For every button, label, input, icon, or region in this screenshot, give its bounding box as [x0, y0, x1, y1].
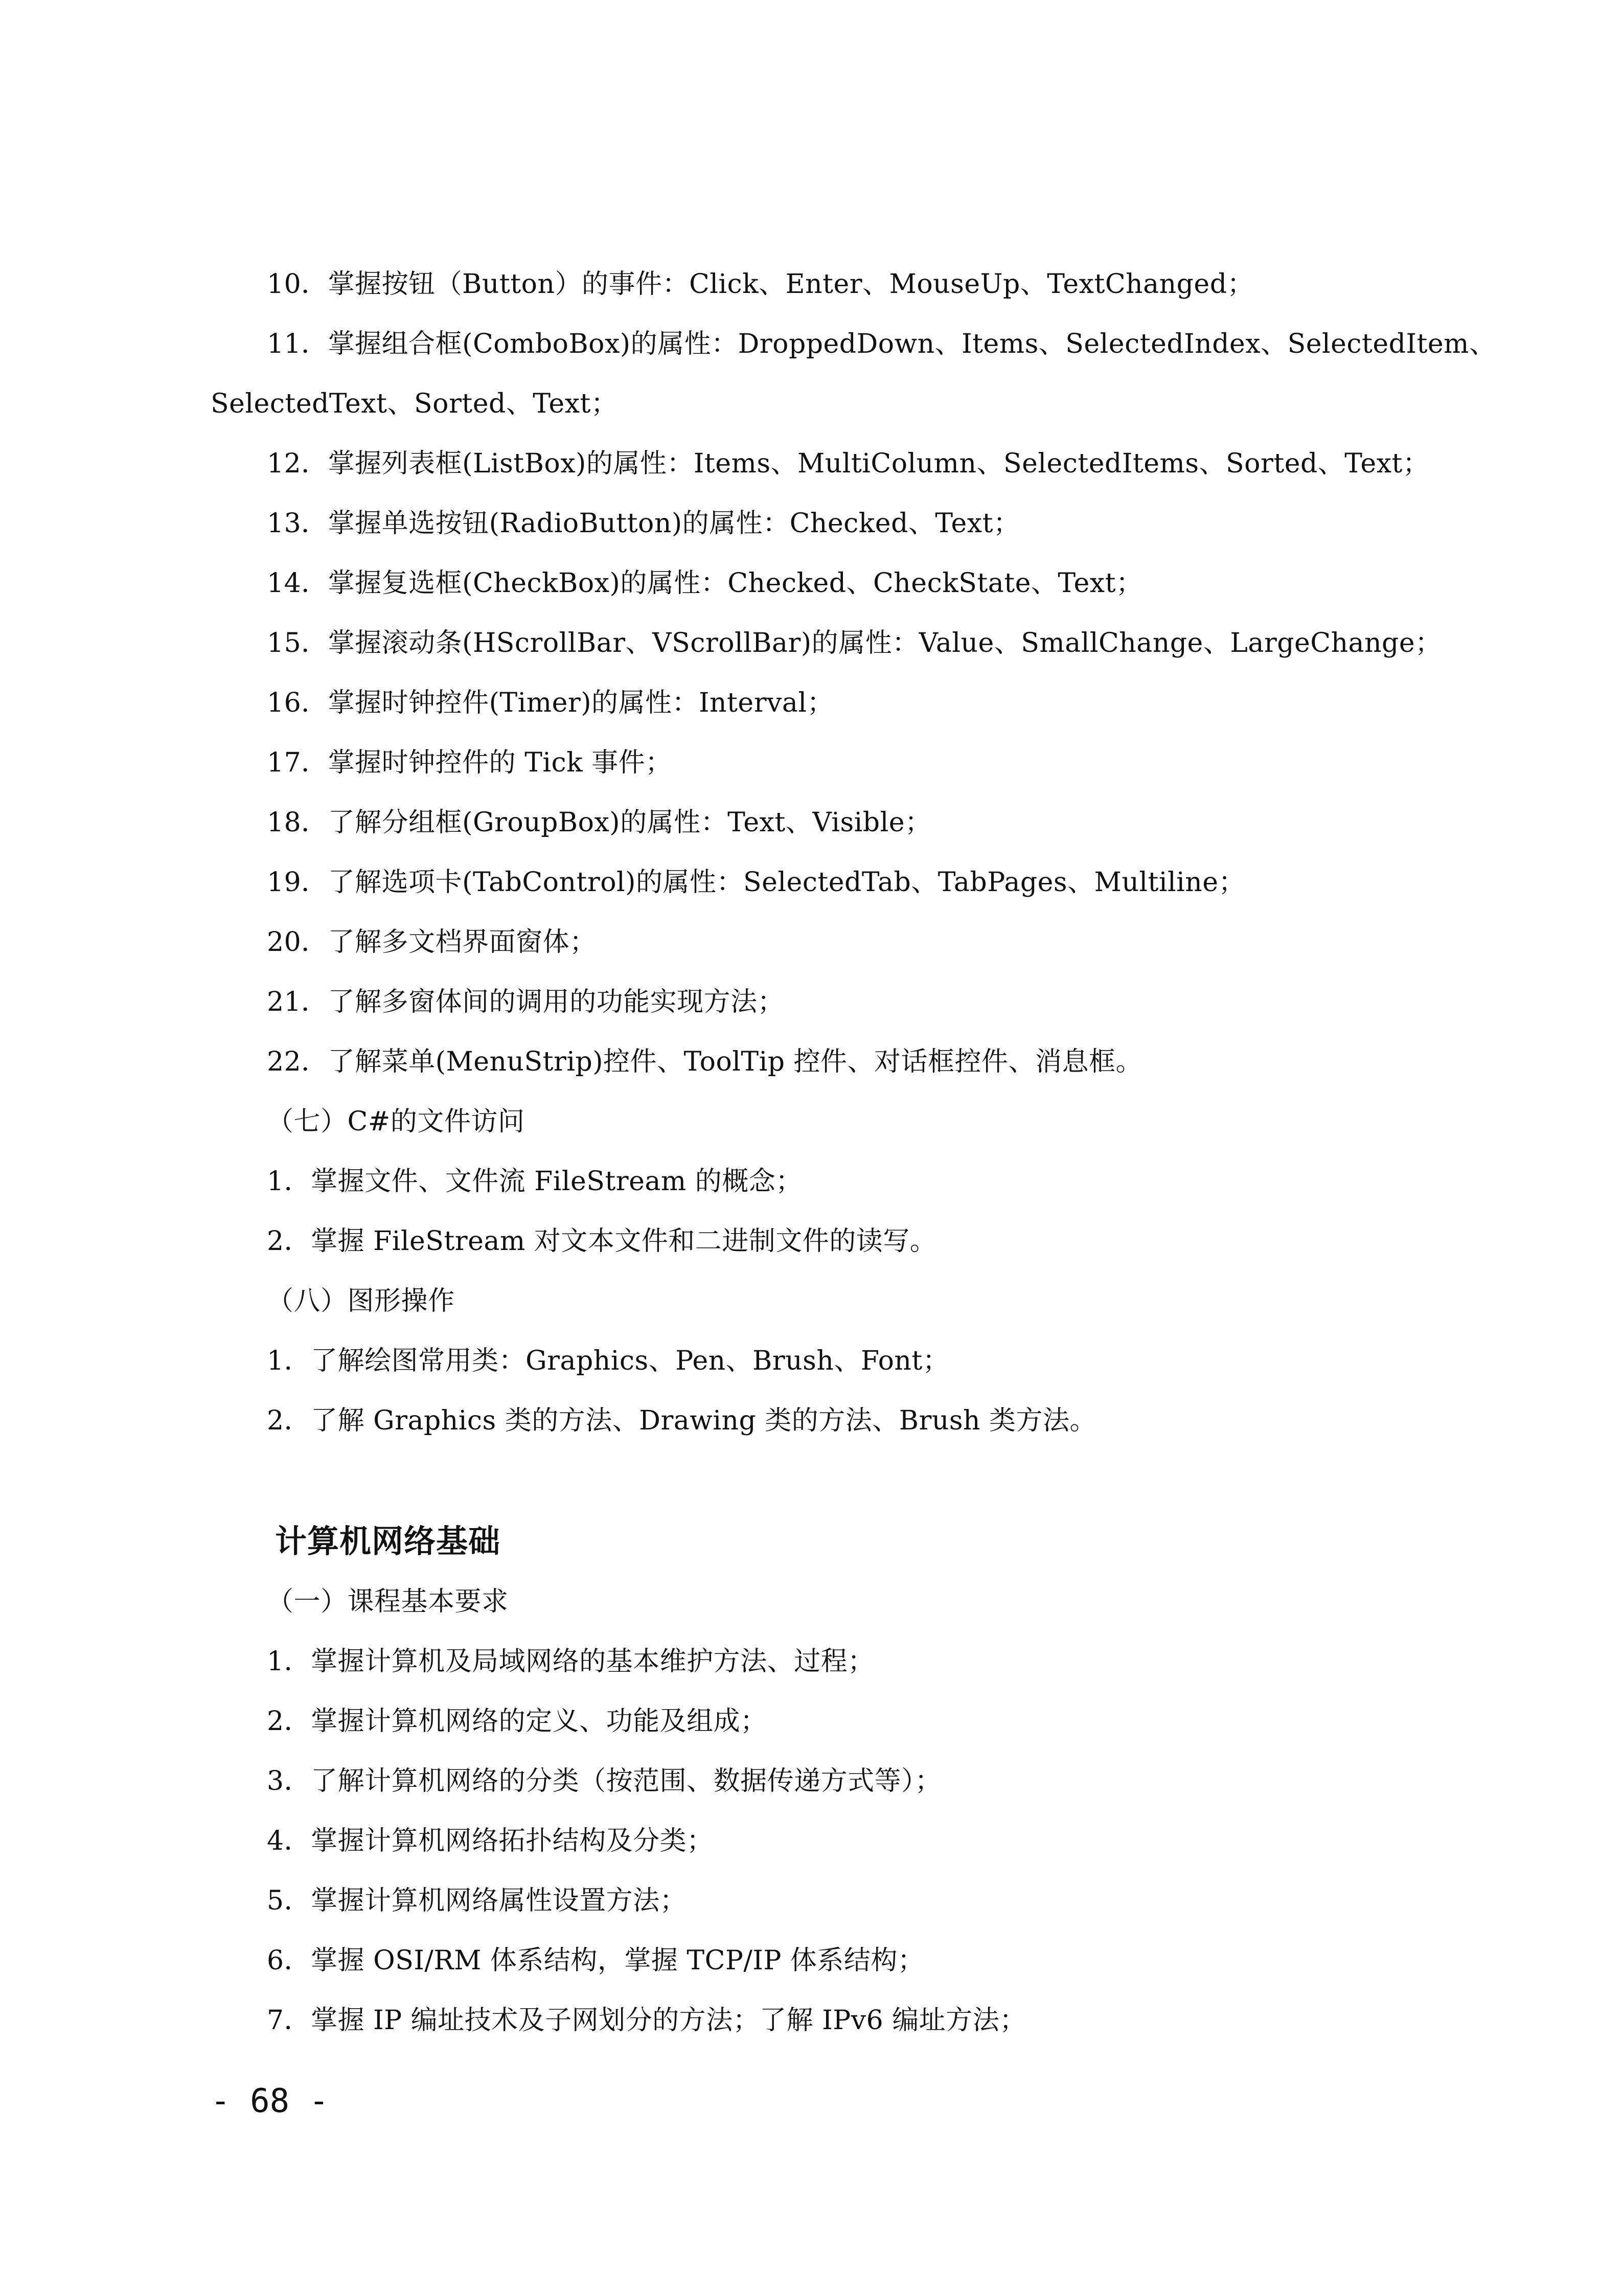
- network-item-7: 7．掌握 IP 编址技术及子网划分的方法；了解 IPv6 编址方法；: [267, 2005, 1026, 2036]
- list-item-11-continued: SelectedText、Sorted、Text；: [211, 389, 618, 419]
- file-access-item-1: 1．掌握文件、文件流 FileStream 的概念；: [267, 1166, 803, 1197]
- list-item-17: 17．掌握时钟控件的 Tick 事件；: [267, 747, 672, 778]
- network-item-2: 2．掌握计算机网络的定义、功能及组成；: [267, 1706, 767, 1737]
- list-item-13: 13．掌握单选按钮(RadioButton)的属性：Checked、Text；: [267, 508, 1020, 539]
- page-number: - 68 -: [211, 2082, 329, 2120]
- list-item-16: 16．掌握时钟控件(Timer)的属性：Interval；: [267, 688, 834, 718]
- graphics-item-1: 1．了解绘图常用类：Graphics、Pen、Brush、Font；: [267, 1346, 950, 1376]
- network-item-6: 6．掌握 OSI/RM 体系结构，掌握 TCP/IP 体系结构；: [267, 1945, 925, 1976]
- list-item-19: 19．了解选项卡(TabControl)的属性：SelectedTab、TabPages、Multiline；: [267, 867, 1246, 898]
- list-item-11: 11．掌握组合框(ComboBox)的属性：DroppedDown、Items、SelectedIndex、SelectedItem、: [267, 329, 1496, 359]
- subsection-title-file-access: （七）C#的文件访问: [267, 1106, 525, 1137]
- list-item-10: 10．掌握按钮（Button）的事件：Click、Enter、MouseUp、TextChanged；: [267, 269, 1254, 300]
- list-item-14: 14．掌握复选框(CheckBox)的属性：Checked、CheckState、Text；: [267, 568, 1143, 599]
- section-subtitle: （一）课程基本要求: [267, 1586, 509, 1617]
- graphics-item-2: 2．了解 Graphics 类的方法、Drawing 类的方法、Brush 类方法。: [267, 1405, 1097, 1436]
- network-item-3: 3．了解计算机网络的分类（按范围、数据传递方式等）；: [267, 1766, 942, 1797]
- network-item-4: 4．掌握计算机网络拓扑结构及分类；: [267, 1826, 714, 1856]
- network-item-1: 1．掌握计算机及局域网络的基本维护方法、过程；: [267, 1646, 875, 1677]
- network-item-5: 5．掌握计算机网络属性设置方法；: [267, 1885, 687, 1916]
- list-item-18: 18．了解分组框(GroupBox)的属性：Text、Visible；: [267, 807, 932, 838]
- list-item-15: 15．掌握滚动条(HScrollBar、VScrollBar)的属性：Value、SmallChange、LargeChange；: [267, 628, 1442, 658]
- file-access-item-2: 2．掌握 FileStream 对文本文件和二进制文件的读写。: [267, 1226, 937, 1257]
- section-heading: 计算机网络基础: [275, 1522, 501, 1560]
- subsection-title-graphics: （八）图形操作: [267, 1286, 455, 1316]
- list-item-22: 22．了解菜单(MenuStrip)控件、ToolTip 控件、对话框控件、消息框。: [267, 1047, 1143, 1077]
- list-item-21: 21．了解多窗体间的调用的功能实现方法；: [267, 987, 785, 1017]
- list-item-20: 20．了解多文档界面窗体；: [267, 927, 597, 958]
- list-item-12: 12．掌握列表框(ListBox)的属性：Items、MultiColumn、SelectedItems、Sorted、Text；: [267, 448, 1430, 479]
